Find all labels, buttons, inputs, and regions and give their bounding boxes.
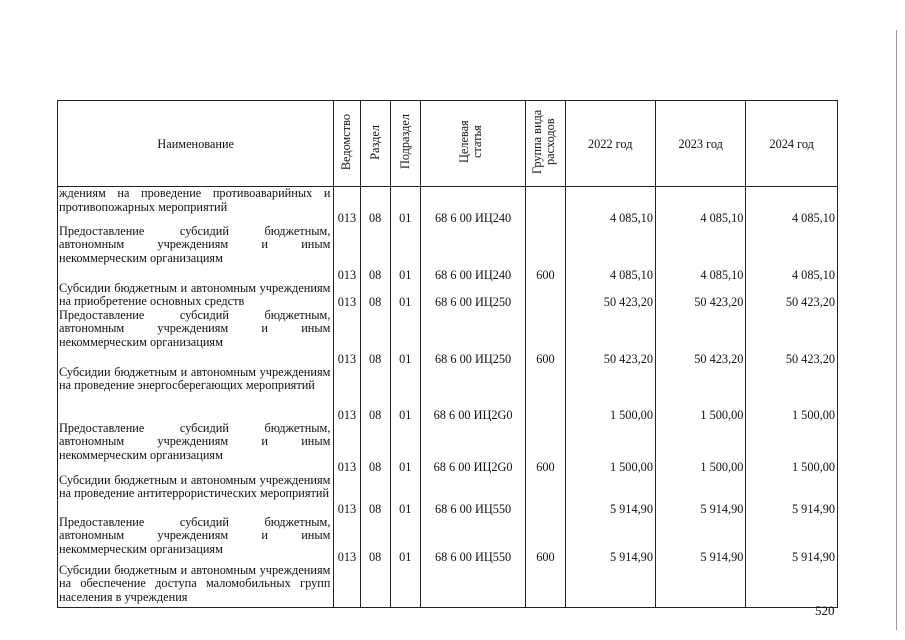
row-value-2024: 4 085,10 (746, 225, 838, 282)
row-value-2024: 50 423,20 (746, 309, 838, 366)
row-value-2024: 5 914,90 (746, 474, 838, 516)
row-podrazdel: 01 (390, 282, 420, 309)
header-podrazdel: Подраздел (390, 101, 420, 187)
table-row (58, 187, 838, 225)
row-value-2024 (746, 564, 838, 608)
row-razdel: 08 (360, 282, 390, 309)
row-name: Субсидии бюджетным и автономным учреждениям на обеспечение доступа маломобильных групп населения в учреждения (58, 564, 334, 608)
row-podrazdel (390, 564, 420, 608)
page-number: 520 (815, 603, 835, 618)
table-row (58, 282, 838, 309)
table-body (58, 187, 838, 608)
row-vedomstvo: 013 (334, 309, 360, 366)
row-razdel: 08 (360, 187, 390, 225)
budget-table (57, 100, 838, 608)
header-2022: 2022 год (565, 101, 655, 187)
table-row (58, 225, 838, 282)
row-vedomstvo: 013 (334, 225, 360, 282)
row-tselevaya-statya: 68 6 00 ИЦ2G0 (420, 422, 526, 474)
header-razdel: Раздел (360, 101, 390, 187)
row-value-2024: 4 085,10 (746, 187, 838, 225)
row-podrazdel: 01 (390, 516, 420, 564)
row-name: Предоставление субсидий бюджетным, автономным учреждениям и иным некоммерческим организациям (58, 516, 334, 564)
row-gruppa (526, 187, 565, 225)
row-value-2023: 1 500,00 (655, 422, 745, 474)
row-vedomstvo: 013 (334, 422, 360, 474)
row-razdel: 08 (360, 516, 390, 564)
row-value-2023: 50 423,20 (655, 309, 745, 366)
row-gruppa (526, 474, 565, 516)
row-podrazdel: 01 (390, 187, 420, 225)
header-2024: 2024 год (746, 101, 838, 187)
row-name: Субсидии бюджетным и автономным учреждениям на приобретение основных средств (58, 282, 334, 309)
row-tselevaya-statya: 68 6 00 ИЦ250 (420, 282, 526, 309)
row-tselevaya-statya: 68 6 00 ИЦ240 (420, 225, 526, 282)
row-name: Субсидии бюджетным и автономным учреждениям на проведение антитеррористических мероприятий (58, 474, 334, 516)
row-podrazdel: 01 (390, 309, 420, 366)
row-value-2024: 1 500,00 (746, 422, 838, 474)
row-value-2023: 50 423,20 (655, 282, 745, 309)
row-vedomstvo: 013 (334, 187, 360, 225)
table-row (58, 564, 838, 608)
table-row (58, 366, 838, 422)
table-row (58, 474, 838, 516)
row-name: ждениям на проведение противоаварийных и противопожарных мероприятий (58, 187, 334, 225)
row-gruppa: 600 (526, 225, 565, 282)
table-row (58, 309, 838, 366)
row-tselevaya-statya: 68 6 00 ИЦ550 (420, 516, 526, 564)
row-value-2023: 5 914,90 (655, 474, 745, 516)
row-podrazdel: 01 (390, 225, 420, 282)
row-tselevaya-statya: 68 6 00 ИЦ2G0 (420, 366, 526, 422)
header-vedomstvo: Ведомство (334, 101, 360, 187)
row-vedomstvo: 013 (334, 474, 360, 516)
row-tselevaya-statya: 68 6 00 ИЦ550 (420, 474, 526, 516)
row-value-2022: 1 500,00 (565, 366, 655, 422)
table-row (58, 516, 838, 564)
header-tselevaya-statya: Целевая статья (420, 101, 526, 187)
row-value-2022: 4 085,10 (565, 187, 655, 225)
row-podrazdel: 01 (390, 366, 420, 422)
row-gruppa: 600 (526, 309, 565, 366)
row-value-2022: 4 085,10 (565, 225, 655, 282)
row-razdel: 08 (360, 474, 390, 516)
row-podrazdel: 01 (390, 474, 420, 516)
row-tselevaya-statya (420, 564, 526, 608)
row-vedomstvo: 013 (334, 366, 360, 422)
row-value-2024: 5 914,90 (746, 516, 838, 564)
scan-edge-line (896, 30, 897, 630)
header-2023: 2023 год (655, 101, 745, 187)
row-value-2022: 5 914,90 (565, 516, 655, 564)
row-value-2023: 4 085,10 (655, 225, 745, 282)
row-value-2024: 1 500,00 (746, 366, 838, 422)
row-razdel (360, 564, 390, 608)
row-tselevaya-statya: 68 6 00 ИЦ240 (420, 187, 526, 225)
table-header-row (58, 101, 838, 187)
header-gruppa-vida-rashodov: Группа вида расходов (526, 101, 565, 187)
row-name: Предоставление субсидий бюджетным, автономным учреждениям и иным некоммерческим организациям (58, 225, 334, 282)
table-row (58, 422, 838, 474)
row-value-2022 (565, 564, 655, 608)
row-value-2023 (655, 564, 745, 608)
row-razdel: 08 (360, 225, 390, 282)
header-name: Наименование (58, 101, 334, 187)
row-value-2022: 50 423,20 (565, 309, 655, 366)
row-vedomstvo: 013 (334, 282, 360, 309)
row-vedomstvo: 013 (334, 516, 360, 564)
row-gruppa (526, 564, 565, 608)
row-name: Предоставление субсидий бюджетным, автономным учреждениям и иным некоммерческим организациям (58, 309, 334, 366)
row-value-2023: 5 914,90 (655, 516, 745, 564)
row-tselevaya-statya: 68 6 00 ИЦ250 (420, 309, 526, 366)
row-vedomstvo (334, 564, 360, 608)
row-gruppa: 600 (526, 516, 565, 564)
row-podrazdel: 01 (390, 422, 420, 474)
row-value-2022: 5 914,90 (565, 474, 655, 516)
row-gruppa (526, 366, 565, 422)
row-razdel: 08 (360, 422, 390, 474)
row-value-2023: 4 085,10 (655, 187, 745, 225)
row-value-2022: 50 423,20 (565, 282, 655, 309)
row-value-2024: 50 423,20 (746, 282, 838, 309)
row-value-2022: 1 500,00 (565, 422, 655, 474)
row-name: Предоставление субсидий бюджетным, автономным учреждениям и иным некоммерческим организациям (58, 422, 334, 474)
row-value-2023: 1 500,00 (655, 366, 745, 422)
row-gruppa: 600 (526, 422, 565, 474)
row-razdel: 08 (360, 366, 390, 422)
row-gruppa (526, 282, 565, 309)
row-name: Субсидии бюджетным и автономным учреждениям на проведение энергосберегающих мероприятий (58, 366, 334, 422)
row-razdel: 08 (360, 309, 390, 366)
